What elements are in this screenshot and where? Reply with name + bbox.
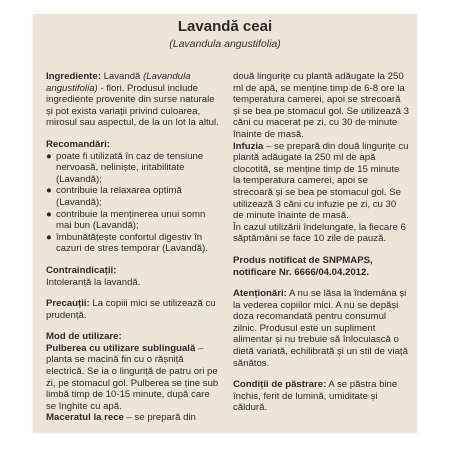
bullet-icon: ● — [46, 185, 52, 197]
recommendation-item: ● contribuie la relaxarea optimă (Lavandă); — [46, 185, 182, 208]
bullet-icon: ● — [46, 231, 52, 243]
macerate-text: – se prepară din — [123, 412, 196, 424]
product-label — [33, 14, 417, 433]
recommendations-section — [46, 139, 222, 255]
ingredients-section — [46, 71, 222, 129]
ingredients-latin: (Lavandula angustifolia) — [46, 71, 191, 94]
precautions-section — [46, 298, 222, 321]
recommendation-item: ● contribuie la menținerea unui somn mai bun (Lavandă); — [46, 208, 206, 232]
bullet-icon: ● — [46, 208, 52, 220]
recommendation-item: ● poate fi utilizată în caz de tensiune nervoasă, neliniște, iritabilitate (Lavandă); — [46, 150, 204, 185]
storage-section — [233, 379, 409, 414]
ingredients-text: - flori. Produsul include ingrediente provenite din surse naturale și pot exista variații privind culoarea, mirosul sau aspectul, de la un lot la altul. — [46, 82, 219, 129]
warnings-section — [233, 288, 409, 369]
ingredients-lead: Lavandă — [100, 71, 144, 82]
storage-heading: Condiții de păstrare: — [233, 379, 327, 391]
bullet-icon: ● — [46, 150, 52, 162]
contraindications-text: Intoleranță la lavandă. — [46, 276, 141, 288]
right-column — [233, 71, 409, 414]
usage-macerate — [46, 412, 222, 424]
usage-heading: Mod de utilizare: — [46, 331, 122, 343]
product-title: Lavandă ceai — [177, 18, 273, 35]
storage-text: A se păstra bine închis, ferit de lumină, umiditate și căldură. — [233, 379, 398, 414]
powder-label: Pulberea cu utilizare sublinguală — [46, 342, 196, 354]
infusion-text: – se prepară din două lingurițe cu plantă adăugate la 250 ml de apă clocotită, se menține timp de 15 minute la temperatura camerei, apoi se strecoară și se bea pe stomacul gol. Se utilizează 3 căni cu infuzie pe zi, cu 30 de minute înainte de masă. — [233, 140, 409, 222]
long-term-note: În cazul utilizării îndelungate, la fiecare 6 săptămâni se face 10 zile de pauză. — [233, 221, 406, 245]
recommendation-item: ● îmbunătățește confortul digestiv în cazuri de stres temporar (Lavandă). — [46, 231, 208, 255]
powder-text: – planta se macină fin cu o rășniță electrică. Se ia o linguriță de patru ori pe zi, pe stomacul gol. Pulberea se ține sub limbă timp de 10-15 minute, după care se înghite cu apă. — [46, 342, 219, 412]
infusion-label: Infuzia — [233, 140, 264, 152]
left-column — [46, 71, 222, 424]
precautions-heading: Precauții: — [46, 298, 90, 310]
notification-text: Produs notificat de SNPMAPS, notificare Nr. 6666/04.04.2012. — [233, 254, 373, 278]
usage-section — [46, 331, 222, 424]
ingredients-heading: Ingrediente: — [46, 71, 101, 82]
warnings-text: A nu se lăsa la îndemâna și la vederea copiilor mici. A nu se depăși doza recomandată pentru consumul zilnic. Produsul este un supliment alimentar și nu trebuie să înlocuiască o dietă variată, echilibrată și un stil de viață sănătos. — [233, 288, 408, 369]
macerate-label: Maceratul la rece — [46, 412, 124, 424]
usage-powder — [46, 343, 222, 413]
contraindications-heading: Contraindicații: — [46, 264, 117, 276]
macerate-continued: două lingurițe cu plantă adăugate la 250 ml de apă, se menține timp de 6-8 ore la temperatura camerei, apoi se strecoară și se bea pe stomacul gol. Se utilizează 3 căni cu macerat pe zi, cu 30 de minute înainte de masă. — [233, 71, 409, 140]
precautions-text: La copiii mici se utilizează cu prudență. — [46, 298, 216, 321]
warnings-heading: Atenționări: — [233, 288, 287, 300]
recommendations-heading: Recomandări: — [46, 138, 110, 150]
product-latin-name: (Lavandula angustifolia) — [169, 38, 281, 50]
contraindications-section — [46, 265, 222, 288]
infusion-section — [233, 141, 409, 222]
